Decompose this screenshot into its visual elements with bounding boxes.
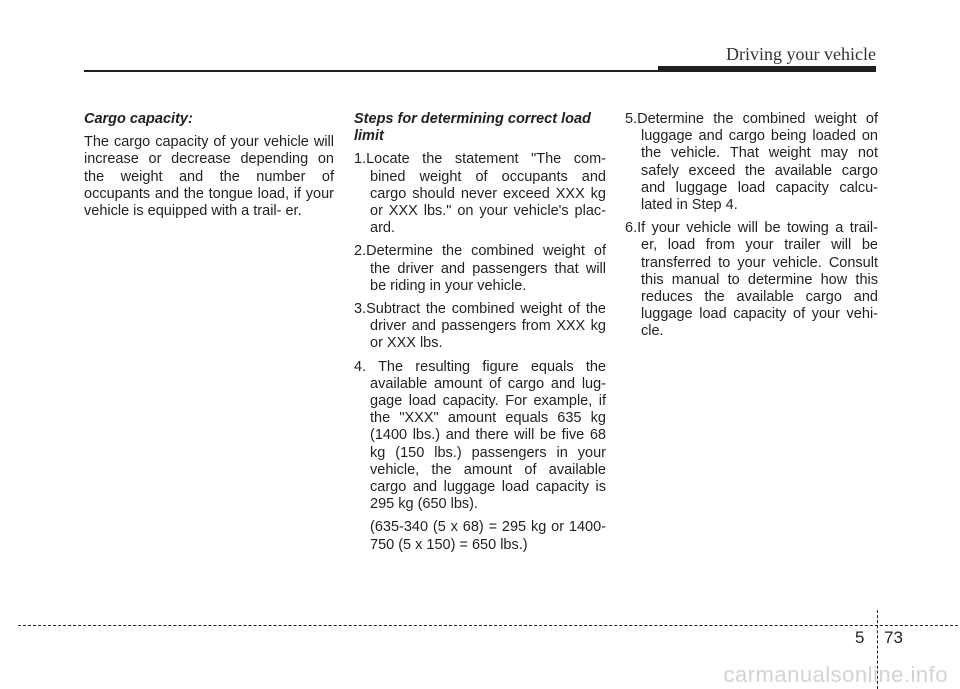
calculation-note: (635-340 (5 x 68) = 295 kg or 1400-750 (5 x 150) = 650 lbs.) bbox=[370, 519, 606, 553]
section-number: 5 bbox=[855, 628, 865, 647]
cargo-capacity-heading: Cargo capacity: bbox=[84, 111, 193, 127]
page-number: 73 bbox=[884, 628, 903, 647]
column-1 bbox=[84, 111, 334, 220]
step-6: 6.If your vehicle will be towing a trail- er, load from your trailer will be transferred to your vehicle. Consult this manual to determine how this reduces the available cargo and luggage load capacity of your vehi- cle. bbox=[625, 220, 878, 340]
header-title: Driving your vehicle bbox=[726, 44, 876, 64]
step-1: 1.Locate the statement "The com- bined weight of occupants and cargo should never exceed XXX kg or XXX lbs." on your vehicle's plac- ard. bbox=[354, 151, 606, 237]
step-4: 4. The resulting figure equals the available amount of cargo and lug- gage load capacity. For example, if the "XXX" amount equals 635 kg (1400 lbs.) and there will be five 68 kg (150 lbs.) passengers in your vehicle, the amount of available cargo and luggage load capacity is 295 kg (650 lbs). bbox=[354, 358, 606, 513]
watermark: carmanualsonline.info bbox=[723, 662, 948, 687]
load-limit-heading: Steps for determining correct load limit bbox=[354, 111, 591, 145]
column-3 bbox=[625, 111, 878, 347]
header-rule-accent bbox=[658, 66, 876, 72]
header-rule bbox=[84, 70, 664, 72]
step-3: 3.Subtract the combined weight of the driver and passengers from XXX kg or XXX lbs. bbox=[354, 301, 606, 352]
step-5: 5.Determine the combined weight of luggage and cargo being loaded on the vehicle. That weight may not safely exceed the available cargo and luggage load capacity calcu- lated in Step 4. bbox=[625, 111, 878, 214]
column-2 bbox=[354, 111, 606, 554]
cargo-capacity-text: The cargo capacity of your vehicle will increase or decrease depending on the weight and the number of occupants and the tongue load, if your vehicle is equipped with a trail- er. bbox=[84, 134, 334, 220]
footer-rule bbox=[18, 625, 958, 626]
step-2: 2.Determine the combined weight of the driver and passengers that will be riding in your vehicle. bbox=[354, 243, 606, 294]
